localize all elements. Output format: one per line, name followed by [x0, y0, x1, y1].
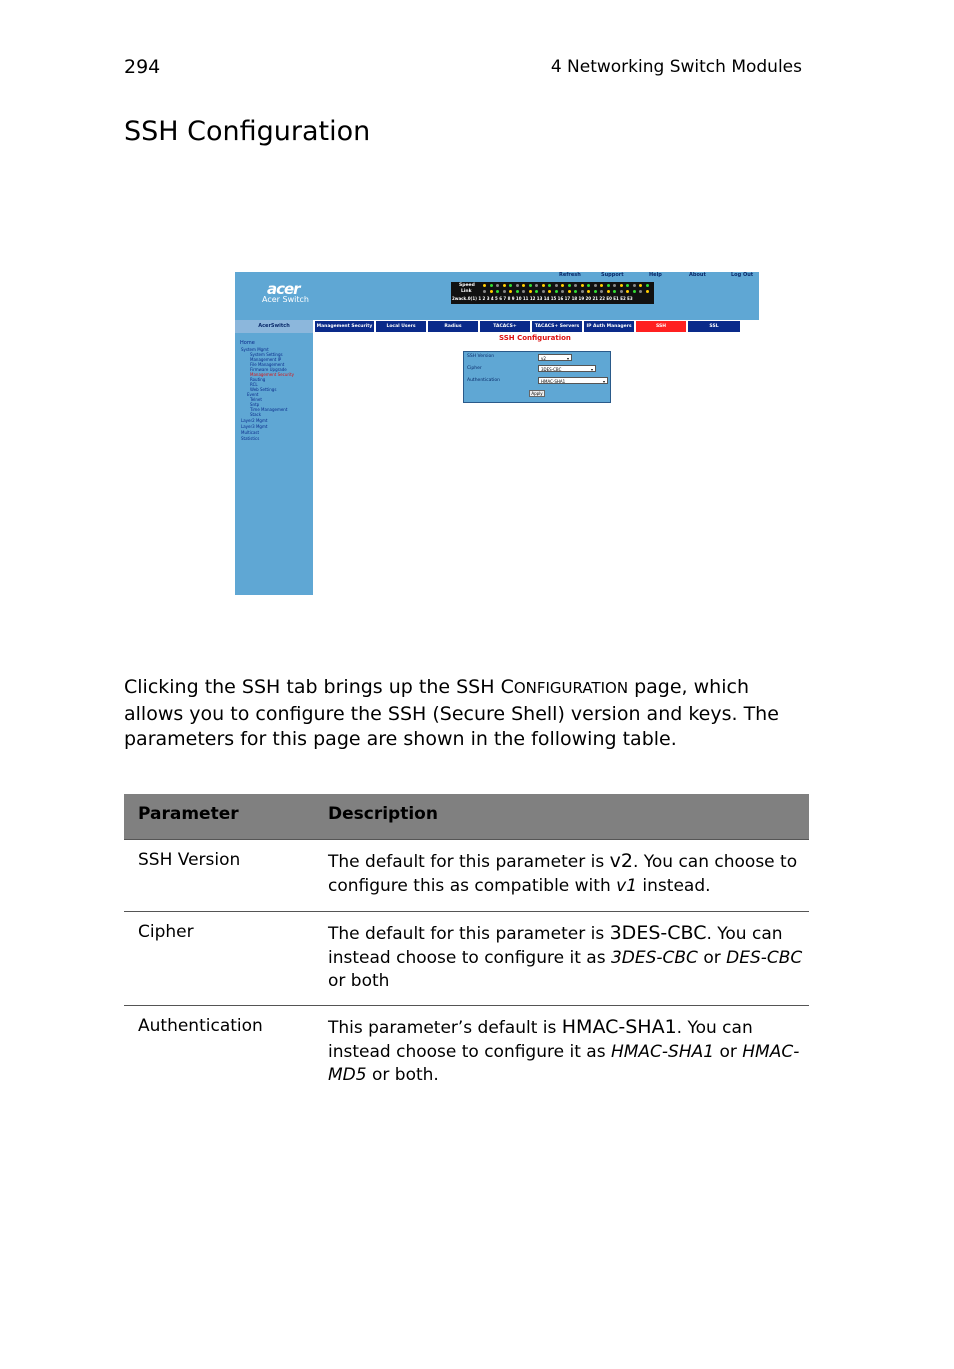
tab-ssl[interactable]: SSL [688, 321, 740, 332]
tab-local-users[interactable]: Local Users [376, 321, 426, 332]
port-led [626, 284, 629, 287]
port-led [542, 284, 545, 287]
port-led [516, 284, 519, 287]
logo-subtitle: Acer Switch [262, 295, 309, 304]
port-led [613, 290, 616, 293]
port-led [542, 290, 545, 293]
intro-paragraph: Clicking the SSH tab brings up the SSH CONFIGURATION page, which allows you to configure the SSH (Secure Shell) version and keys. The parameters for this page are shown in the following table. [124, 676, 779, 750]
port-led [581, 284, 584, 287]
port-led [529, 290, 532, 293]
description-cell: The default for this parameter is v2. You can choose to configure this as compatible with v1 instead. [328, 850, 798, 896]
port-led [561, 290, 564, 293]
port-led [535, 290, 538, 293]
logout-link[interactable]: Log Out [731, 272, 754, 278]
tab-bar [315, 321, 759, 332]
sidebar-item[interactable]: System Settings [250, 352, 283, 357]
port-led [509, 284, 512, 287]
port-led [646, 284, 649, 287]
port-led [548, 290, 551, 293]
port-led [509, 290, 512, 293]
authentication-select[interactable]: HMAC-SHA1 ▾ [538, 377, 608, 384]
speed-label: Speed [459, 283, 475, 288]
port-led [620, 290, 623, 293]
sidebar-item[interactable]: File Management [250, 362, 285, 367]
ssh-version-label: SSH Version [467, 354, 495, 359]
help-link[interactable]: Help [649, 272, 662, 278]
chevron-down-icon: ▾ [602, 379, 605, 384]
sidebar-item-statistics[interactable]: Statistics [241, 436, 260, 441]
param-cell: Authentication [138, 1016, 263, 1036]
refresh-link[interactable]: Refresh [559, 272, 581, 278]
port-led [594, 290, 597, 293]
sidebar-item[interactable]: Routing [250, 377, 266, 382]
sidebar-item-multicast[interactable]: Multicast [241, 430, 260, 435]
port-numbers: 2wack.0(1) 1 2 3 4 5 6 7 8 9 10 11 12 13 14 15 16 17 18 19 20 21 22 E0 E1 E2 E3 [452, 296, 633, 301]
port-led [516, 290, 519, 293]
table-row [124, 1006, 809, 1098]
port-led [522, 284, 525, 287]
sidebar-item[interactable]: Event [247, 392, 259, 397]
acer-logo: acer [267, 280, 300, 298]
sidebar-item-layer2-mgmt[interactable]: Layer2 Mgmt [241, 418, 268, 423]
tab-ssh[interactable]: SSH [636, 321, 686, 332]
sidebar-item-system-mgmt[interactable]: System Mgmt [241, 347, 269, 352]
chevron-down-icon: ▾ [566, 356, 569, 361]
port-led [503, 290, 506, 293]
sidebar-item[interactable]: Management IP [250, 357, 282, 362]
port-led [574, 284, 577, 287]
description-cell: The default for this parameter is 3DES-CBC. You can instead choose to configure it as 3DES-CBC or DES-CBC or both [328, 922, 803, 991]
port-led [639, 284, 642, 287]
sidebar-item[interactable]: Sntp [250, 402, 260, 407]
port-led [568, 290, 571, 293]
tab-ip-auth-managers[interactable]: IP Auth Managers [584, 321, 634, 332]
port-led [587, 284, 590, 287]
port-led [555, 290, 558, 293]
port-led [600, 290, 603, 293]
port-led [496, 284, 499, 287]
table-row [124, 840, 809, 912]
port-led [483, 290, 486, 293]
tab-tacacs-servers[interactable]: TACACS+ Servers [532, 321, 582, 332]
port-status-panel [451, 282, 654, 304]
port-led [574, 290, 577, 293]
sidebar-item[interactable]: RCL [250, 382, 258, 387]
page-number: 294 [124, 56, 161, 78]
port-led [607, 284, 610, 287]
table-header [124, 794, 809, 840]
port-led [490, 284, 493, 287]
sidebar-item-home[interactable]: Home [240, 340, 255, 346]
sidebar-item[interactable]: Web Settings [250, 387, 277, 392]
port-led [522, 290, 525, 293]
support-link[interactable]: Support [601, 272, 624, 278]
tab-management-security[interactable]: Management Security [315, 321, 374, 332]
section-title: SSH Configuration [124, 116, 371, 147]
cipher-label: Cipher [467, 366, 482, 371]
port-led [646, 290, 649, 293]
port-led [555, 284, 558, 287]
about-link[interactable]: About [689, 272, 706, 278]
sidebar-item-layer3-mgmt[interactable]: Layer3 Mgmt [241, 424, 268, 429]
port-led [561, 284, 564, 287]
top-links [555, 272, 759, 280]
port-led [548, 284, 551, 287]
port-led [581, 290, 584, 293]
port-led [607, 290, 610, 293]
port-led [568, 284, 571, 287]
param-cell: SSH Version [138, 850, 241, 870]
sidebar-nav [235, 333, 313, 595]
chevron-down-icon: ▾ [590, 367, 593, 372]
port-led [496, 290, 499, 293]
port-led [503, 284, 506, 287]
sidebar-item-management-security[interactable]: Management Security [250, 372, 295, 377]
port-led [633, 284, 636, 287]
port-led [483, 284, 486, 287]
link-label: Link [461, 289, 472, 294]
sidebar-header[interactable]: AcerSwitch [235, 320, 313, 333]
running-head: 4 Networking Switch Modules [550, 57, 802, 77]
parameter-table [124, 794, 809, 1098]
switch-header-bar [235, 272, 759, 320]
port-led [594, 284, 597, 287]
port-led [587, 290, 590, 293]
header-parameter: Parameter [138, 804, 239, 824]
description-cell: This parameter’s default is HMAC-SHA1. You can instead choose to configure it as HMAC-SHA1 or HMAC-MD5 or both. [328, 1016, 800, 1085]
sidebar-item[interactable]: Stack [250, 412, 262, 417]
authentication-label: Authentication [467, 378, 501, 383]
ssh-config-form [463, 351, 611, 403]
cipher-select[interactable]: 3DES-CBC ▾ [538, 365, 596, 372]
param-cell: Cipher [138, 922, 194, 942]
sidebar-item[interactable]: Time Management [250, 407, 288, 412]
port-led [613, 284, 616, 287]
sidebar-item[interactable]: Telnet [250, 397, 262, 402]
header-description: Description [328, 804, 438, 824]
port-led [639, 290, 642, 293]
port-led [626, 290, 629, 293]
tab-tacacs[interactable]: TACACS+ [480, 321, 530, 332]
port-led [535, 284, 538, 287]
port-led [600, 284, 603, 287]
ssh-config-heading: SSH Configuration [499, 334, 571, 342]
ssh-config-screenshot [235, 272, 759, 595]
sidebar-item[interactable]: Firmware Upgrade [250, 367, 287, 372]
port-led [633, 290, 636, 293]
port-led [529, 284, 532, 287]
ssh-version-select[interactable]: v2 ▾ [538, 354, 572, 361]
port-led [490, 290, 493, 293]
apply-button[interactable]: Apply [529, 390, 545, 397]
table-row [124, 912, 809, 1006]
tab-radius[interactable]: Radius [428, 321, 478, 332]
port-led [620, 284, 623, 287]
